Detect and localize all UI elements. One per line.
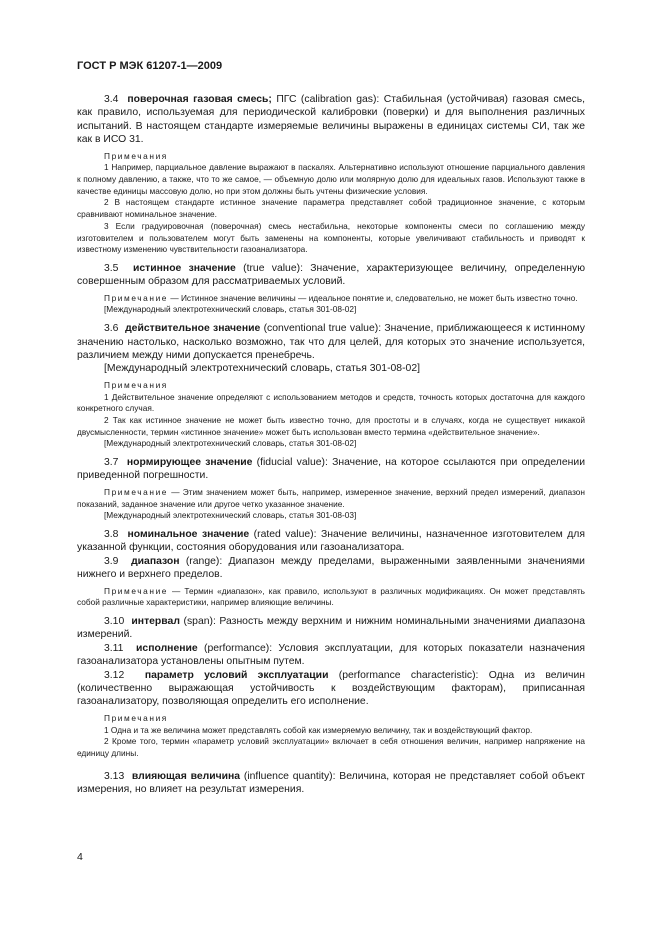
reference: [Международный электротехнический словарь, статья 301-08-03] — [104, 510, 357, 521]
term-name: диапазон — [131, 555, 180, 567]
term-name: исполнение — [136, 642, 198, 654]
note-item — [77, 487, 585, 510]
term-definition: (performance characteristic): Одна из величин (количественно выражающая устойчивость к воздействующим факторам), приписанная газоанализатору, позволяющая определить его исполнение. — [77, 669, 586, 708]
term-definition: ПГС (calibration gas): Стабильная (устойчивая) газовая смесь, как правило, используемая для периодической калибровки (поверки) и для выполнения различных испытаний. В настоящем стандарте измеряемые величины выражены в единицах системы СИ, так же как в ИСО 31. — [77, 94, 585, 146]
term-number: 3.7 — [104, 457, 119, 469]
term-name: номинальное значение — [127, 528, 250, 540]
term-number: 3.6 — [104, 323, 119, 335]
page-header: ГОСТ Р МЭК 61207-1—2009 — [77, 60, 223, 72]
reference: [Международный электротехнический словарь, статья 301-08-02] — [104, 304, 357, 315]
note-label: Примечание — [104, 585, 169, 596]
term-3-5 — [77, 262, 585, 289]
term-definition: (range): Диапазон между пределами, выраженными заявленными значениями нижнего и верхнего пределов. — [77, 555, 585, 581]
term-3-7 — [77, 456, 585, 483]
term-number: 3.13 — [104, 770, 125, 782]
term-definition: (performance): Условия эксплуатации, для которых показатели назначения газоанализатора установлены опытным путем. — [77, 642, 585, 668]
term-definition: (span): Разность между верхним и нижним номинальными значениями диапазона измерений. — [77, 615, 585, 641]
note-item — [77, 293, 585, 305]
note-item: 1 Например, парциальное давление выражают в паскалях. Альтернативно используют отношение парциального давления к полному давлению, а также, что то же самое, — объемную долю или молярную долю для идеальных газов. Используют также в качестве единицы массовую долю, но при этом должны быть учтены физические условия. — [77, 162, 585, 196]
term-number: 3.5 — [104, 262, 119, 274]
term-definition: (conventional true value): Значение, приближающееся к истинному значению настолько, насколько возможно, так что для целей, для которых это значение используется, различием между ними допускается пренебречь. — [77, 323, 585, 361]
reference: [Международный электротехнический словарь, статья 301-08-02] — [104, 438, 357, 449]
term-3-9 — [77, 555, 585, 582]
notes-heading: Примечания — [104, 712, 168, 723]
term-3-13 — [77, 770, 585, 797]
term-name: истинное значение — [133, 262, 236, 274]
notes-heading: Примечания — [104, 379, 168, 390]
note-label: Примечание — [104, 292, 169, 303]
term-name: влияющая величина — [131, 770, 241, 782]
term-3-8 — [77, 528, 585, 555]
note-text: — Этим значением может быть, например, измеренное значение, верхний предел измерений, диапазон показаний, заданное значение или другое четко указанное значение. — [77, 486, 585, 509]
note-item: 3 Если градуировочная (поверочная) смесь нестабильна, некоторые компоненты смеси по соглашению между изготовителем и пользователем могут быть заменены на компоненты, которые увеличивают стабильность и приводят к известному изменению чувствительности газоанализатора. — [77, 220, 585, 255]
note-text: — Термин «диапазон», как правило, используют в различных модификациях. Он может представлять собой различные характеристики, например влияющие величины. — [77, 585, 585, 608]
term-name: интервал — [131, 615, 180, 627]
note-label: Примечание — [104, 486, 169, 497]
term-definition: (true value): Значение, характеризующее величину, определенную совершенным образом для рассматриваемых условий. — [77, 262, 585, 288]
term-number: 3.10 — [104, 615, 125, 627]
term-3-4 — [77, 93, 585, 147]
term-name: поверочная газовая смесь; — [127, 94, 272, 105]
note-item: 2 Так как истинное значение не может быть известно точно, для простоты и в случаях, когда не существует никакой двусмысленности, термин «истинное значение» может быть использован вместо термина «действительное значение». — [77, 414, 585, 437]
term-3-11 — [77, 642, 585, 669]
note-item: 2 Кроме того, термин «параметр условий эксплуатации» включает в себя отношения величин, например напряжение на единицу длины. — [77, 736, 585, 758]
term-number: 3.12 — [104, 669, 125, 681]
term-number: 3.9 — [104, 555, 119, 567]
term-number: 3.11 — [104, 642, 124, 654]
reference: [Международный электротехнический словарь, статья 301-08-02] — [104, 363, 420, 375]
term-definition: (influence quantity): Величина, которая не представляет собой объект измерения, но влияет на результат измерения. — [77, 770, 586, 796]
note-item: 2 В настоящем стандарте истинное значение параметра представляет собой традиционное значение, с которым сравнивают номинальное значение. — [77, 197, 585, 220]
term-number: 3.8 — [104, 528, 119, 540]
term-definition: (fiducial value): Значение, на которое ссылаются при определении приведенной погрешности. — [77, 457, 585, 482]
note-item: 1 Действительное значение определяют с использованием методов и средств, точность которых достаточна для каждого конкретного случая. — [77, 391, 585, 414]
term-3-12 — [77, 669, 585, 709]
term-3-10 — [77, 615, 585, 642]
page-number: 4 — [77, 851, 83, 863]
note-text: — Истинное значение величины — идеальное понятие и, следовательно, не может быть известно точно. — [168, 292, 578, 303]
note-item: 1 Одна и та же величина может представлять собой как измеряемую величину, так и воздействующий фактор. — [104, 724, 533, 735]
term-name: параметр условий эксплуатации — [144, 669, 329, 681]
term-number: 3.4 — [104, 94, 119, 105]
term-name: действительное значение — [125, 323, 261, 335]
note-item — [77, 586, 585, 609]
notes-heading: Примечания — [104, 150, 168, 161]
term-definition: (rated value): Значение величины, назначенное изготовителем для указанной функции, состояния оборудования или газоанализатора. — [77, 528, 585, 554]
document-body — [77, 93, 585, 796]
term-name: нормирующее значение — [126, 457, 253, 469]
term-3-6 — [77, 322, 585, 362]
